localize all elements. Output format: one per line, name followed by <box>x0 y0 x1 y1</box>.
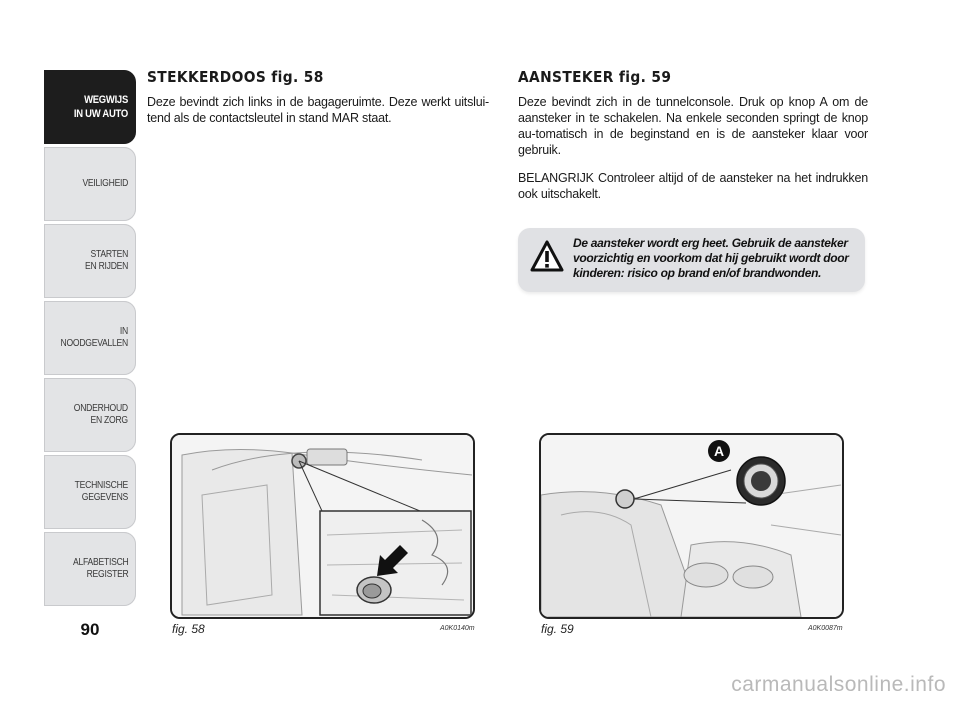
figure-59-code: A0K0087m <box>808 625 843 632</box>
section-body: Deze bevindt zich in de tunnelconsole. Druk op knop A om de aansteker in te schakelen. Na enkele seconden springt de knop au-tomatisch in de beginstand en is de aansteker klaar voor gebruik. <box>518 95 868 157</box>
section-body: Deze bevindt zich links in de bagageruimte. Deze werkt uitslui-tend als de contactsleutel in stand MAR staat. <box>147 95 489 125</box>
warning-box <box>518 228 865 292</box>
section-title: AANSTEKER fig. 59 <box>518 68 672 86</box>
tab-veiligheid[interactable] <box>44 147 136 221</box>
trunk-socket-illustration <box>172 435 473 617</box>
lighter-small-icon <box>616 490 634 508</box>
figure-58-caption: fig. 58 <box>172 622 205 636</box>
tab-starten[interactable] <box>44 224 136 298</box>
figure-59-caption: fig. 59 <box>541 622 574 636</box>
tab-onderhoud[interactable] <box>44 378 136 452</box>
callout-a-label: A <box>713 443 725 459</box>
tab-register[interactable] <box>44 532 136 606</box>
tab-label: WEGWIJS IN UW AUTO <box>73 94 128 120</box>
tab-label: ALFABETISCH REGISTER <box>72 557 128 580</box>
tab-label: VEILIGHEID <box>82 178 128 189</box>
section-title: STEKKERDOOS fig. 58 <box>147 68 324 86</box>
cigarette-lighter-illustration <box>541 435 842 617</box>
tab-wegwijs[interactable] <box>44 70 136 144</box>
tab-technische[interactable] <box>44 455 136 529</box>
tab-label: IN NOODGEVALLEN <box>60 326 128 349</box>
figure-58-code: A0K0140m <box>440 625 475 632</box>
section-aansteker <box>518 68 868 214</box>
section-stekkerdoos <box>147 68 489 138</box>
figure-58-image <box>170 433 475 619</box>
tab-label: STARTEN EN RIJDEN <box>84 249 128 272</box>
tab-label: TECHNISCHE GEGEVENS <box>74 480 128 503</box>
warning-triangle-icon <box>530 240 564 272</box>
tab-label: ONDERHOUD EN ZORG <box>73 403 128 426</box>
chapter-tabs <box>44 70 136 609</box>
warning-text: De aansteker wordt erg heet. Gebruik de aansteker voorzichtig en voorkom dat hij gebruikt wordt door kinderen: risico op brand en/of brandwonden. <box>573 236 849 280</box>
section-note: BELANGRIJK Controleer altijd of de aansteker na het indrukken ook uitschakelt. <box>518 171 868 201</box>
tab-noodgevallen[interactable] <box>44 301 136 375</box>
watermark: carmanualsonline.info <box>731 673 946 696</box>
figure-59-image <box>539 433 844 619</box>
page-number: 90 <box>80 620 100 639</box>
